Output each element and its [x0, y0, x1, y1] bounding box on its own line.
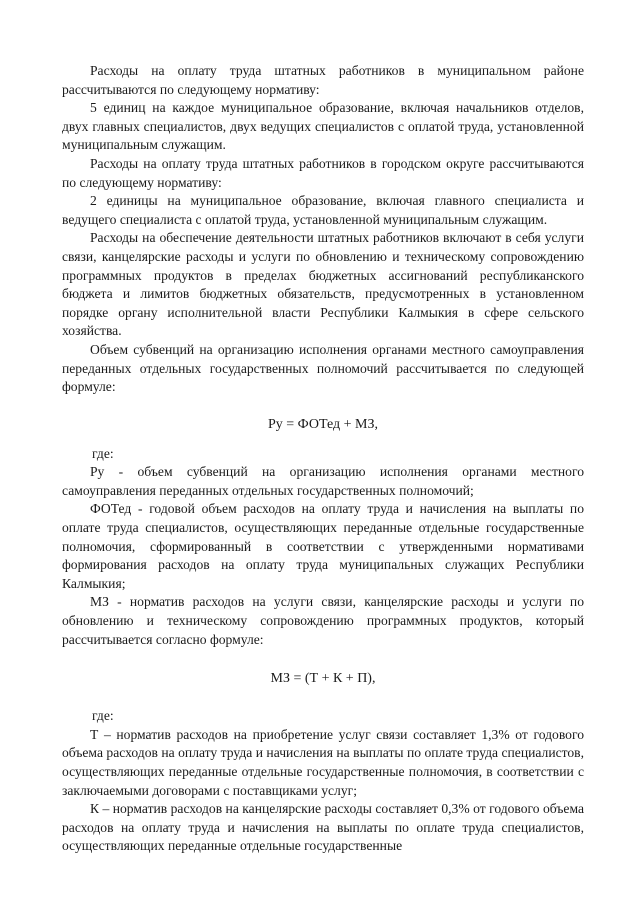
- paragraph: 5 единиц на каждое муниципальное образование, включая начальников отделов, двух главных специалистов, двух ведущих специалистов с оплатой труда, установленной муниципальным служащим.: [62, 100, 584, 153]
- definition-ru: Ру - объем субвенций на организацию исполнения органами местного самоуправления переданных отдельных государственных полномочий;: [62, 464, 584, 498]
- definition-k: К – норматив расходов на канцелярские расходы составляет 0,3% от годового объема расходов на оплату труда и начисления на выплаты по оплате труда специалистов, осуществляющих переданные отдельные государственные: [62, 801, 584, 854]
- definition-fot: ФОТед - годовой объем расходов на оплату труда и начисления на выплаты по оплате труда специалистов, осуществляющих переданные отдельные государственные полномочия, сформированный в соответствии с утвержденными нормативами формирования расходов на оплату труда муниципальных служащих Республики Калмыкия;: [62, 501, 584, 591]
- paragraph: Расходы на обеспечение деятельности штатных работников включают в себя услуги связи, канцелярские расходы и услуги по обновлению и техническому сопровождению программных продуктов в пределах бюджетных ассигнований республиканского бюджета и лимитов бюджетных обязательств, предусмотренных в установленном порядке органу исполнительной власти Республики Калмыкия в сфере сельского хозяйства.: [62, 230, 584, 339]
- formula-mz: МЗ = (Т + К + П),: [270, 671, 376, 687]
- paragraph: Расходы на оплату труда штатных работников в городском округе рассчитываются по следующему нормативу:: [62, 155, 584, 190]
- paragraph: Объем субвенций на организацию исполнения органами местного самоуправления переданных отдельных государственных полномочий рассчитывается по следующей формуле:: [62, 341, 584, 395]
- where-label: где:: [92, 708, 114, 724]
- paragraph: 2 единицы на муниципальное образование, включая главного специалиста и ведущего специалиста с оплатой труда, установленной муниципальным служащим.: [62, 193, 584, 227]
- definition-mz: МЗ - норматив расходов на услуги связи, канцелярские расходы и услуги по обновлению и техническому сопровождению программных продуктов, который рассчитывается согласно формуле:: [62, 594, 584, 647]
- paragraph: Расходы на оплату труда штатных работников в муниципальном районе рассчитываются по следующему нормативу:: [62, 63, 584, 97]
- where-label: где:: [92, 445, 114, 461]
- formula-ru: Ру = ФОТед + МЗ,: [267, 416, 379, 432]
- definition-t: Т – норматив расходов на приобретение услуг связи составляет 1,3% от годового объема расходов на оплату труда и начисления на выплаты по оплате труда специалистов, осуществляющих переданные отдельные государственные полномочия, в соответствии с заключаемыми договорами с поставщиками услуг;: [62, 726, 584, 798]
